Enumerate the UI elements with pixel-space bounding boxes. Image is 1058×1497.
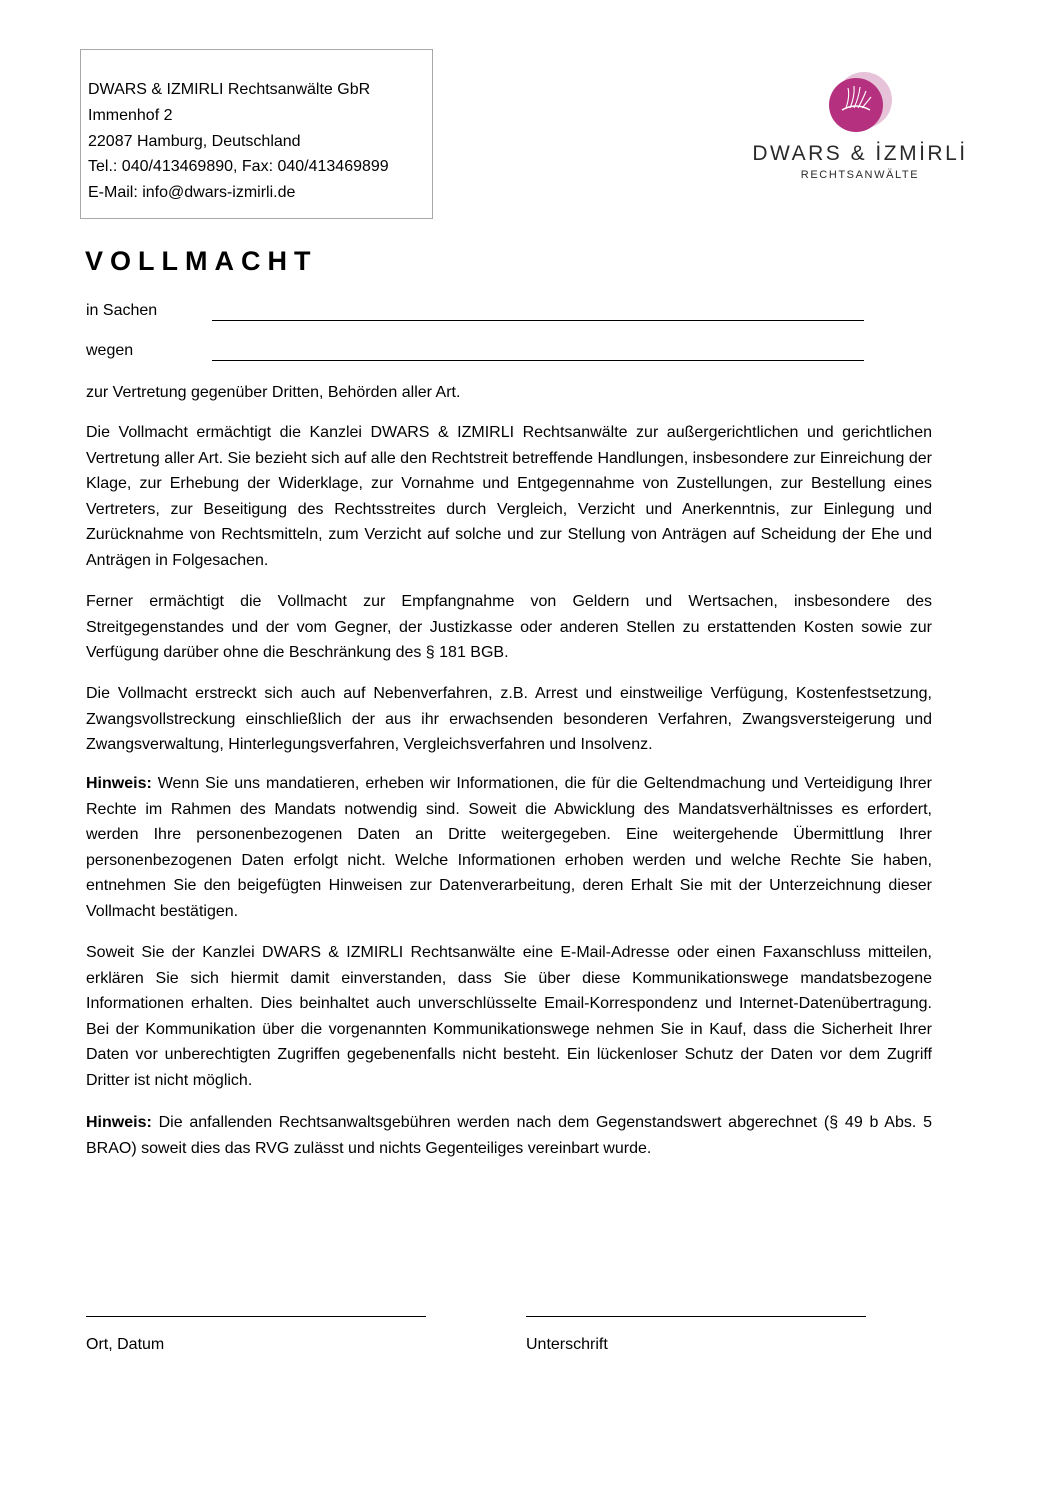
place-date-line [86,1316,426,1317]
logo-subtitle: RECHTSANWÄLTE [800,169,920,181]
paragraph-authorization: Die Vollmacht ermächtigt die Kanzlei DWARS & IZMIRLI Rechtsanwälte zur außergerichtlichen und gerichtlichen Vertretung aller Art. Sie bezieht sich auf alle den Rechtstreit betreffende Handlungen, insbesondere zur Einreichung der Klage, zur Erhebung der Widerklage, zur Vornahme und Entgegennahme von Zustellungen, zur Bestellung eines Vertreters, zur Beseitigung des Rechtsstreites durch Vergleich, Verzicht und Anerkenntnis, zur Einlegung und Zurücknahme von Rechtsmitteln, zum Verzicht auf solche und zur Stellung von Anträgen auf Scheidung der Ehe und Anträgen in Folgesachen. [86,424,932,569]
hinweis-fees [86,1110,932,1161]
hinweis-lead: Hinweis: [86,1114,152,1131]
hinweis-text: Wenn Sie uns mandatieren, erheben wir Informationen, die für die Geltendmachung und Verteidigung Ihrer Rechte im Rahmen des Mandats notwendig sind. Soweit die Abwicklung des Mandatsverhältnisses es erfordert, werden Ihre personenbezogenen Daten an Dritte weitergegeben. Eine weitergehende Übermittlung Ihrer personenbezogenen Daten erfolgt nicht. Welche Informationen erhoben werden und welche Rechte Sie haben, entnehmen Sie den beigefügten Hinweisen zur Datenverarbeitung, deren Erhalt Sie mit der Unterzeichnung dieser Vollmacht bestätigen. [86,775,932,920]
hinweis-text: Die anfallenden Rechtsanwaltsgebühren werden nach dem Gegenstandswert abgerechnet (§ 49 b Abs. 5 BRAO) soweit dies das RVG zulässt und nichts Gegenteiliges vereinbart wurde. [86,1114,932,1157]
paragraph-communication: Soweit Sie der Kanzlei DWARS & IZMIRLI Rechtsanwälte eine E-Mail-Adresse oder einen Faxanschluss mitteilen, erklären Sie sich hiermit damit einverstanden, dass Sie über diese Kommunikationswege mandatsbezogene Informationen erhalten. Dies beinhaltet auch unverschlüsselte Email-Korrespondenz und Internet-Datenübertragung. Bei der Kommunikation über die vorgenannten Kommunikationswege nehmen Sie in Kauf, dass die Sicherheit Ihrer Daten vor unberechtigten Zugriffen gegebenenfalls nicht besteht. Ein lückenloser Schutz der Daten vor dem Zugriff Dritter ist nicht möglich. [86,944,932,1089]
place-date-label: Ort, Datum [86,1336,165,1353]
street-address: Immenhof 2 [88,107,173,124]
firm-name: DWARS & IZMIRLI Rechtsanwälte GbR [88,81,371,98]
in-sachen-blank-line [212,320,864,321]
logo-name: DWARS & İZMİRLİ [752,142,968,165]
signature-line [526,1316,866,1317]
field-label-in-sachen: in Sachen [86,302,158,319]
hinweis-lead: Hinweis: [86,775,152,792]
hinweis-data-protection [86,771,932,925]
email-address: E-Mail: info@dwars-izmirli.de [88,184,296,201]
document-title: VOLLMACHT [85,246,318,276]
city-address: 22087 Hamburg, Deutschland [88,133,301,150]
wegen-blank-line [212,360,864,361]
phone-fax: Tel.: 040/413469890, Fax: 040/413469899 [88,158,389,175]
field-label-wegen: wegen [86,342,134,359]
logo-emblem-icon [825,72,895,136]
intro-text: zur Vertretung gegenüber Dritten, Behörden aller Art. [86,384,461,401]
paragraph-receipt: Ferner ermächtigt die Vollmacht zur Empfangnahme von Geldern und Wertsachen, insbesondere des Streitgegenstandes und der vom Gegner, der Justizkasse oder anderen Stellen zu erstattenden Kosten sowie zur Verfügung darüber ohne die Beschränkung des § 181 BGB. [86,593,932,662]
firm-logo [745,72,975,187]
signature-label: Unterschrift [526,1336,608,1353]
paragraph-side-proceedings: Die Vollmacht erstreckt sich auch auf Nebenverfahren, z.B. Arrest und einstweilige Verfügung, Kostenfestsetzung, Zwangsvollstreckung einschließlich der aus ihr erwachsenden besonderen Verfahren, Zwangsversteigerung und Zwangsverwaltung, Hinterlegungsverfahren, Vergleichsverfahren und Insolvenz. [86,685,932,754]
letterhead-address-box [80,49,433,219]
